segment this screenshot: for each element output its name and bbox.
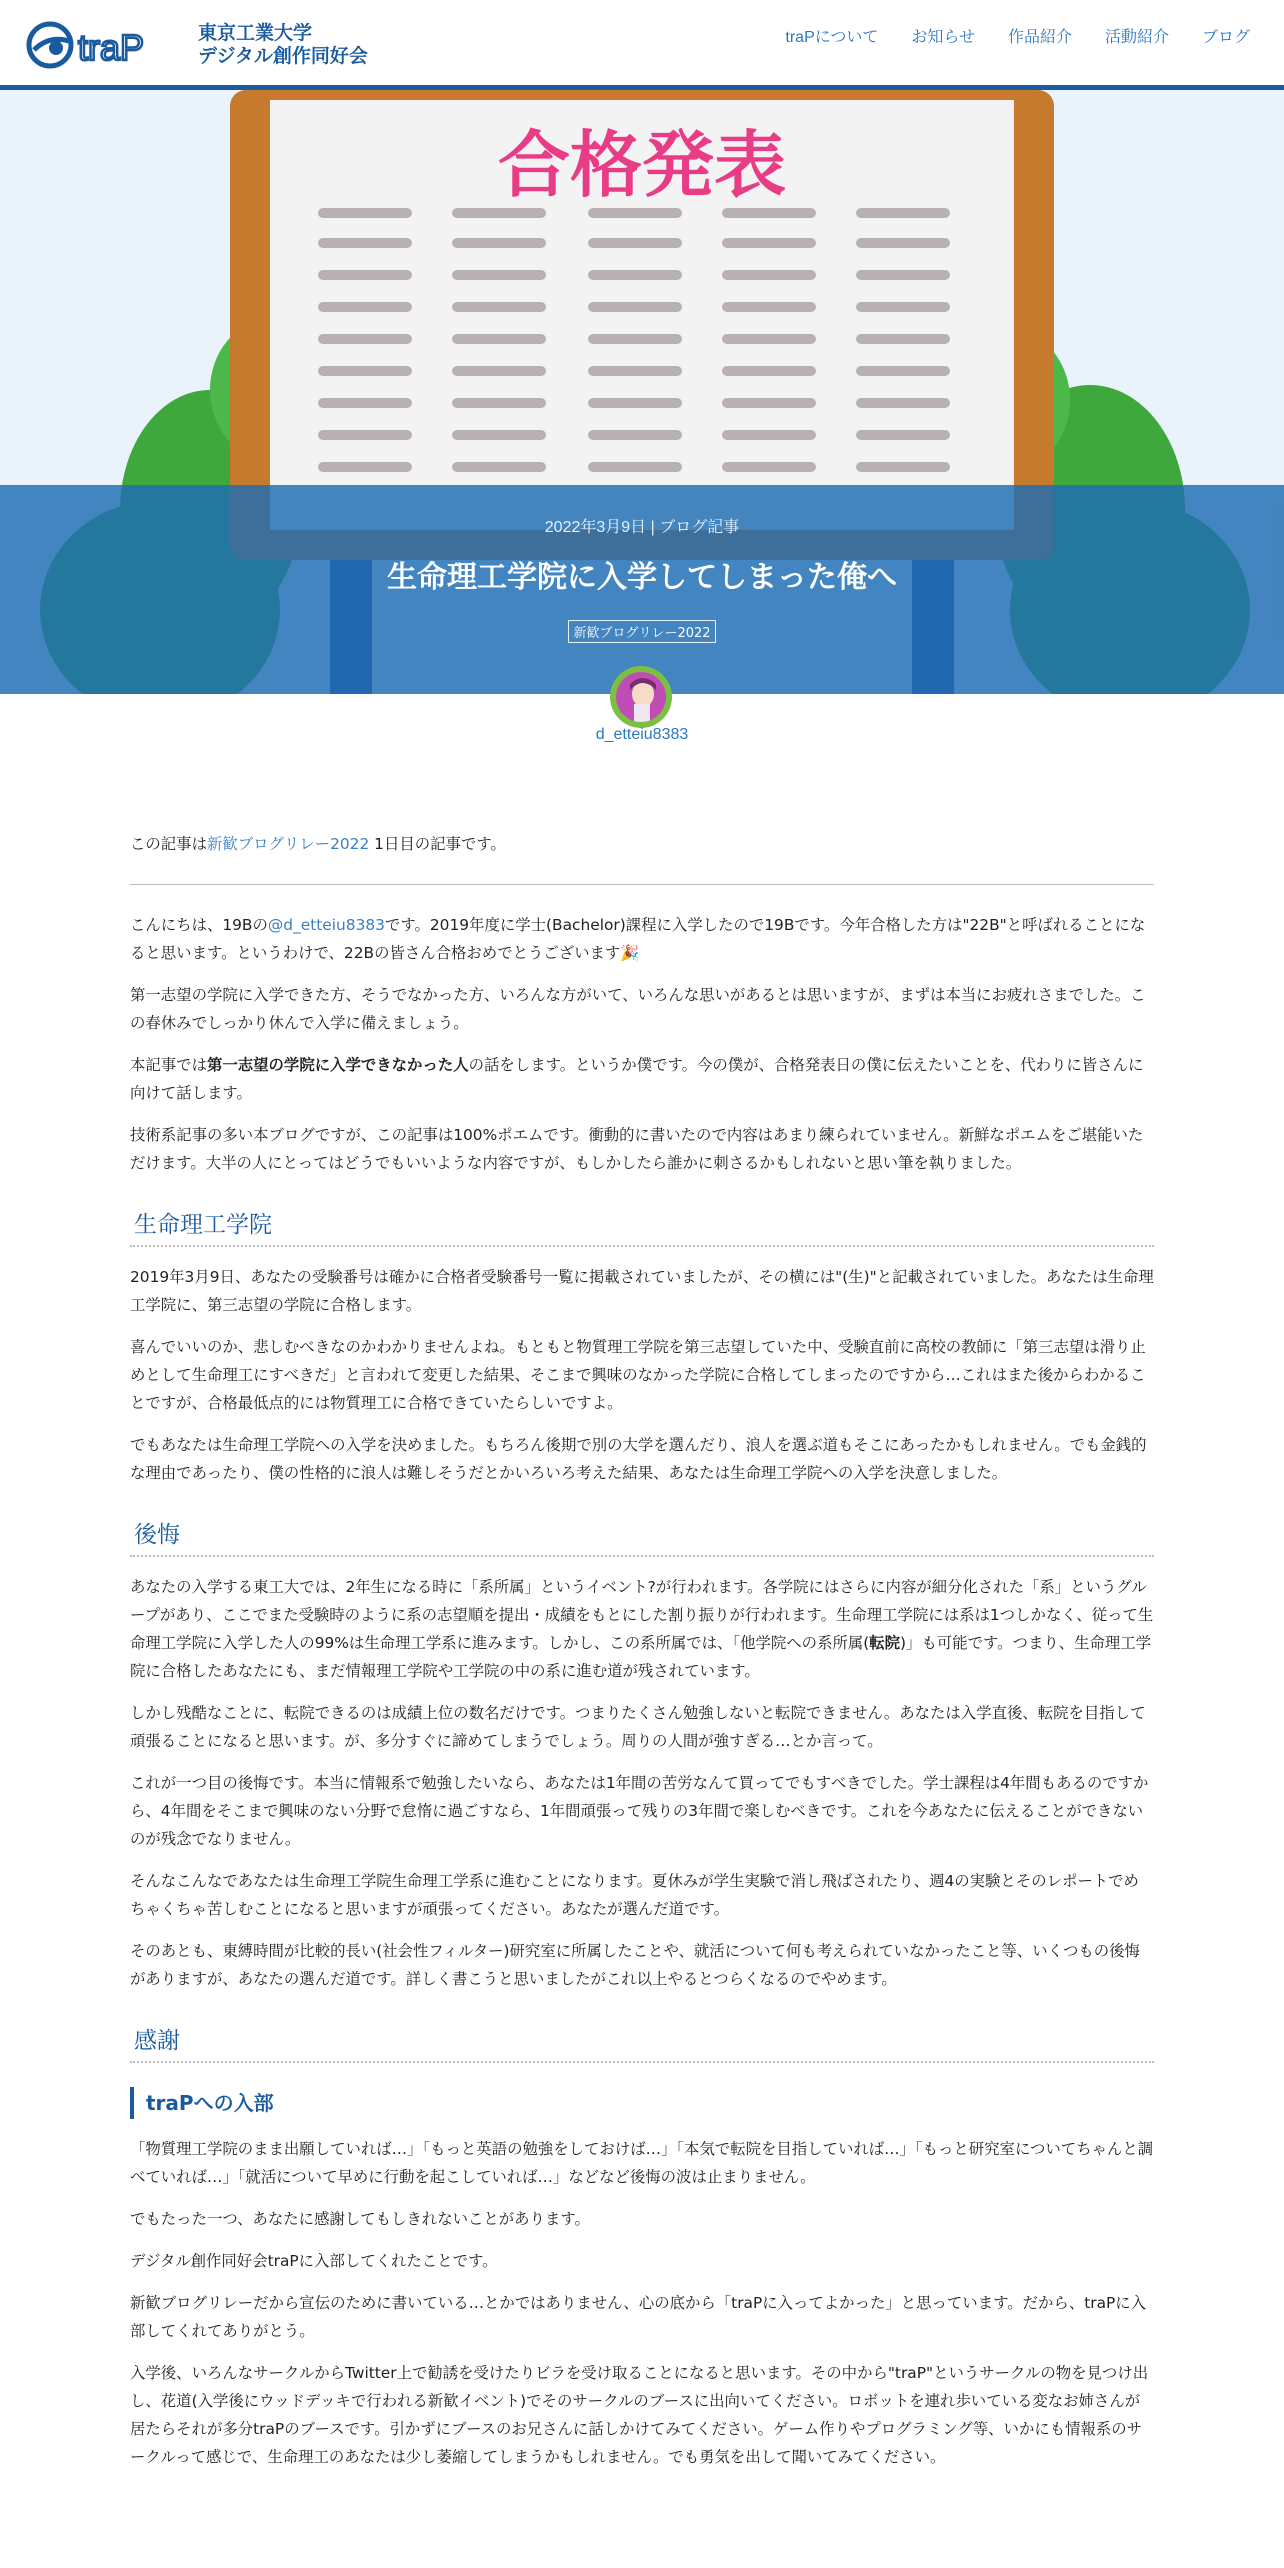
p1-post: です。2019年度に学士(Bachelor)課程に入学したので19Bです。今年合格した方は"22B"と呼ばれることになると思います。というわけで、22Bの皆さん合格おめでとうございます🎉: [130, 916, 1146, 962]
author-name[interactable]: d_etteiu8383: [595, 726, 689, 743]
logo-jp: [198, 22, 368, 68]
paragraph-topic: [130, 1051, 1154, 1107]
paragraph: でもあなたは生命理工学院への入学を決めました。もちろん後期で別の大学を選んだり、浪人を選ぶ道もそこにあったかもしれません。でも金銭的な理由であったり、僕の性格的に浪人は難しそうだとかいろいろ考えた結果、あなたは生命理工学院への入学を決意しました。: [130, 1436, 1147, 1482]
nav-works[interactable]: 作品紹介: [1007, 29, 1072, 46]
nav-about[interactable]: traPについて: [785, 29, 879, 46]
paragraph: 第一志望の学院に入学できた方、そうでなかった方、いろんな方がいて、いろんな思いがあるとは思いますが、まずは本当にお疲れさまでした。この春休みでしっかり休んで入学に備えましょう。: [130, 986, 1146, 1032]
heading-seimei: 生命理工学院: [130, 1207, 1154, 1247]
author-mention-link[interactable]: @d_etteiu8383: [267, 916, 385, 934]
paragraph: 喜んでいいのか、悲しむべきなのかわかりませんよね。もともと物質理工学院を第三志望していた中、受験直前に高校の教師に「第三志望は滑り止めとして生命理工にすべきだ」と言われて変更した結果、そこまで興味のなかった学院に合格してしまったのですから…これはまた後からわかることですが、合格最低点的には物質理工に合格できていたらしいですよ。: [130, 1338, 1146, 1412]
divider: [130, 884, 1154, 885]
post-date: 2022年3月9日 | ブログ記事: [544, 519, 740, 536]
s2-pre: あなたの入学する東工大では、2年生になる時に「系所属」というイベント?が行われます。各学院にはさらに内容が細分化された「系」というグループがあり、ここでまた受験時のように系の志望順を提出・成績をもとにした割り振りが行われます。生命理工学院には系は1つしかなく、従って生命理工学院に入学した人の99%は生命理工学系に進みます。しかし、この系所属では、「他学院への系所属(: [130, 1578, 1154, 1652]
intro-post: 1日目の記事です。: [369, 835, 506, 853]
heading-kansha: 感謝: [130, 2023, 1154, 2063]
p1-pre: こんにちは、19Bの: [130, 916, 268, 934]
avatar-image: [616, 672, 666, 722]
trap-logo-icon: [26, 20, 191, 70]
author-avatar[interactable]: [610, 666, 672, 728]
paragraph: でもたった一つ、あなたに感謝してもしきれないことがあります。: [130, 2210, 590, 2228]
hero-section: [0, 90, 1284, 694]
article-body: [130, 830, 1154, 2471]
logo-jp-line2: デジタル創作同好会: [198, 45, 368, 67]
logo-jp-line1: 東京工業大学: [198, 22, 313, 44]
paragraph: 技術系記事の多い本ブログですが、この記事は100%ポエムです。衝動的に書いたので内容はあまり練られていません。新鮮なポエムをご堪能いただけます。大半の人にとってはどうでもいいような内容ですが、もしかしたら誰かに刺さるかもしれないと思い筆を執りました。: [130, 1126, 1144, 1172]
paragraph: 2019年3月9日、あなたの受験番号は確かに合格者受験番号一覧に掲載されていましたが、その横には"(生)"と記載されていました。あなたは生命理工学院に、第三志望の学院に合格します。: [130, 1268, 1154, 1314]
avatar-character-icon: [616, 672, 666, 722]
paragraph: 「物質理工学院のまま出願していれば…」「もっと英語の勉強をしておけば…」「本気で転院を目指していれば…」「もっと研究室についてちゃんと調べていれば…」「就活について早めに行動を起こしていれば…」などなど後悔の波は止まりません。: [130, 2140, 1154, 2186]
s2-bold: 転院: [869, 1634, 901, 1652]
p3-bold: 第一志望の学院に入学できなかった人: [206, 1056, 469, 1074]
main-nav: [785, 24, 1250, 47]
paragraph: そのあとも、東縛時間が比較的長い(社会性フィルター)研究室に所属したことや、就活について何も考えられていなかったこと等、いくつもの後悔がありますが、あなたの選んだ道です。詳しく書こうと思いましたがこれ以上やるとつらくなるのでやめます。: [130, 1942, 1140, 1988]
post-tags: [0, 620, 1284, 643]
post-title: 生命理工学院に入学してしまった俺へ: [387, 560, 897, 595]
site-logo[interactable]: [26, 20, 386, 72]
paragraph: これが一つ目の後悔です。本当に情報系で勉強したいなら、あなたは1年間の苦労なんて買ってでもすべきでした。学士課程は4年間もあるのですから、4年間をそこまで興味のない分野で怠惰に過ごすなら、1年間頑張って残りの3年間で楽しむべきです。これを今あなたに伝えることができないのが残念でなりません。: [130, 1774, 1149, 1848]
sign-title-text: 合格発表: [497, 123, 787, 207]
tag-badge[interactable]: 新歓ブログリレー2022: [568, 620, 715, 643]
paragraph: 新歓ブログリレーだから宣伝のために書いている…とかではありません、心の底から「traPに入ってよかった」と思っています。だから、traPに入部してくれてありがとう。: [130, 2294, 1147, 2340]
paragraph-keishozoku: [130, 1573, 1154, 1685]
heading-kokai: 後悔: [130, 1517, 1154, 1557]
site-header: [0, 0, 1284, 90]
relay-link[interactable]: 新歓ブログリレー2022: [206, 835, 370, 853]
paragraph: しかし残酷なことに、転院できるのは成績上位の数名だけです。つまりたくさん勉強しないと転院できません。あなたは入学直後、転院を目指して頑張ることになると思います。が、多分すぐに諦めてしまうでしょう。周りの人間が強すぎる…とか言って。: [130, 1704, 1146, 1750]
intro-paragraph: [130, 830, 1154, 858]
nav-news[interactable]: お知らせ: [911, 29, 975, 46]
svg-text:traP: traP: [78, 27, 145, 68]
paragraph: デジタル創作同好会traPに入部してくれたことです。: [130, 2252, 498, 2270]
intro-pre: この記事は: [130, 835, 207, 853]
heading-trap: traPへの入部: [130, 2087, 1154, 2119]
paragraph: 入学後、いろんなサークルからTwitter上で勧誘を受けたりビラを受け取ることになると思います。その中から"traP"というサークルの物を見つけ出し、花道(入学後にウッドデッキで行われる新歓イベント)でそのサークルのブースに出向いてください。ロボットを連れ歩いている変なお姉さんが居たらそれが多分traPのブースです。引かずにブースのお兄さんに話しかけてみてください。ゲーム作りやプログラミング等、いかにも情報系のサークルって感じで、生命理工のあなたは少し萎縮してしまうかもしれません。でも勇気を出して聞いてみてください。: [130, 2364, 1149, 2466]
p3-pre: 本記事では: [130, 1056, 207, 1074]
paragraph-greeting: [130, 911, 1154, 967]
p3-post: の話をします。というか僕です。今の僕が、合格発表日の僕に伝えたいことを、代わりに皆さんに向けて話します。: [130, 1056, 1144, 1102]
nav-activities[interactable]: 活動紹介: [1104, 29, 1169, 46]
paragraph: そんなこんなであなたは生命理工学院生命理工学系に進むことになります。夏休みが学生実験で消し飛ばされたり、週4の実験とそのレポートでめちゃくちゃ苦しむことになると思いますが頑張ってください。あなたが選んだ道です。: [130, 1872, 1139, 1918]
s2-post: )」も可能です。つまり、生命理工学院に合格したあなたにも、まだ情報理工学院や工学院の中の系に進む道が残されています。: [130, 1634, 1152, 1680]
nav-blog[interactable]: ブログ: [1201, 29, 1250, 46]
